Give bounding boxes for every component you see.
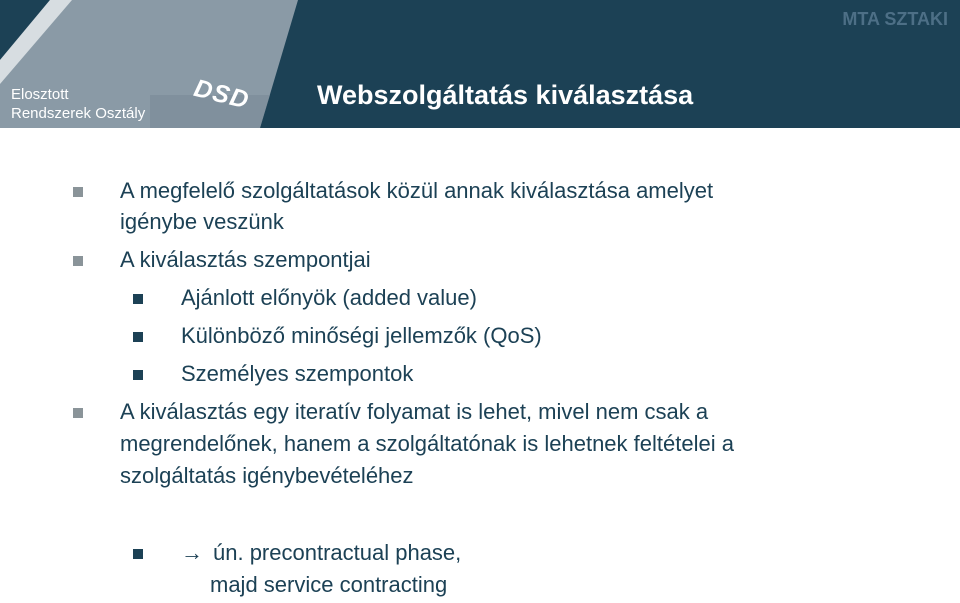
bullet-marker — [73, 408, 83, 418]
sub-bullet-text: Különböző minőségi jellemzők (QoS) — [181, 323, 542, 348]
bullet-text-continued: megrendelőnek, hanem a szolgáltatónak is lehetnek feltételei a — [120, 431, 734, 456]
org-name-line1: Elosztott — [11, 86, 69, 103]
sub-bullet-marker — [133, 332, 143, 342]
arrow-right-icon: → — [181, 540, 203, 565]
sub-bullet-marker — [133, 294, 143, 304]
bullet-text: A kiválasztás egy iteratív folyamat is lehet, mivel nem csak a — [120, 399, 709, 424]
note-line — [181, 538, 461, 568]
dsd-logo: DSD — [191, 74, 253, 115]
sub-bullet-marker — [133, 370, 143, 380]
note-text: ún. precontractual phase, — [213, 540, 462, 565]
bullet-marker — [73, 187, 83, 197]
bullet-text-continued: igénybe veszünk — [120, 209, 284, 234]
note-line-continued: majd service contracting — [210, 572, 448, 597]
bullet-marker — [73, 256, 83, 266]
sub-bullet-text: Személyes szempontok — [181, 361, 414, 386]
org-name-line2: Rendszerek Osztály — [11, 105, 146, 122]
sub-bullet-text: Ajánlott előnyök (added value) — [181, 285, 477, 310]
bullet-text: A kiválasztás szempontjai — [120, 247, 371, 272]
brand-name: MTA SZTAKI — [842, 9, 948, 29]
bullet-text: A megfelelő szolgáltatások közül annak kiválasztása amelyet — [120, 178, 714, 203]
slide-title: Webszolgáltatás kiválasztása — [317, 80, 694, 110]
bullet-text-continued: szolgáltatás igénybevételéhez — [120, 463, 414, 488]
sub-bullet-marker — [133, 549, 143, 559]
